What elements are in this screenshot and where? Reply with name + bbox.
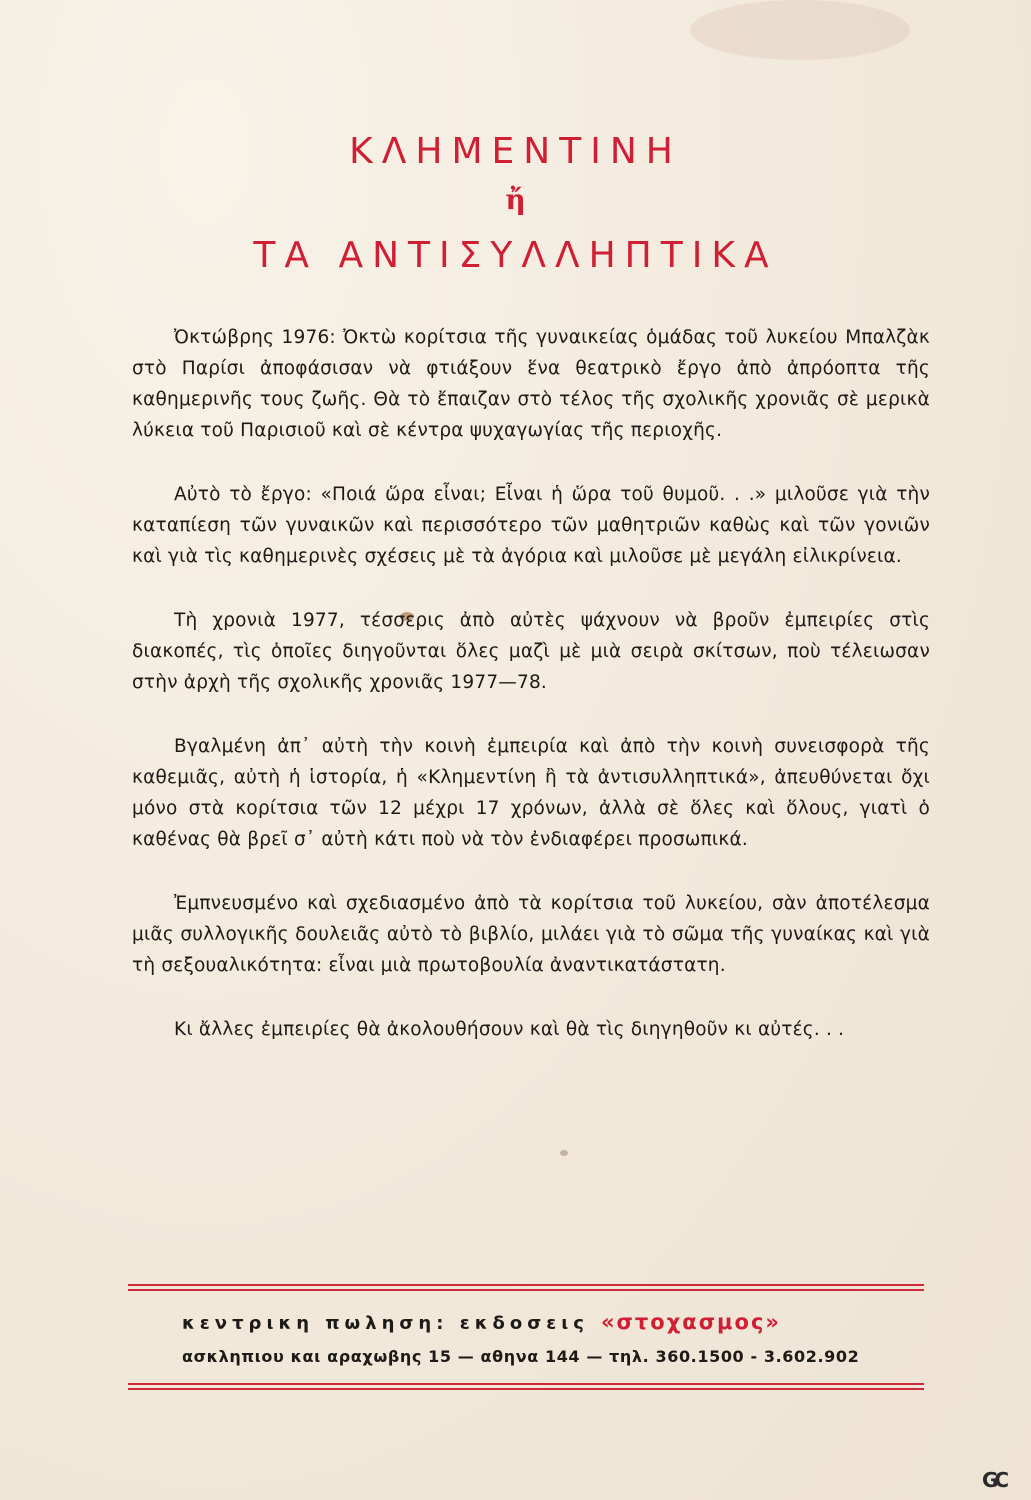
distribution-line xyxy=(182,1308,902,1338)
paragraph: Ἐμπνευσμένο καὶ σχεδιασμένο ἀπὸ τὰ κορίτσια τοῦ λυκείου, σὰν ἀποτέλεσμα μιᾶς συλλογικῆς δουλειᾶς αὐτὸ τὸ βιβλίο, μιλάει γιὰ τὸ σῶμα τῆς γυναίκας καὶ γιὰ τὴ σεξουαλικότητα: εἶναι μιὰ πρωτοβουλία ἀναντικατάστατη. xyxy=(132,893,930,976)
title-conjunction: ἤ xyxy=(505,183,526,216)
paragraph: Ὀκτώβρης 1976: Ὀκτὼ κορίτσια τῆς γυναικείας ὁμάδας τοῦ λυκείου Μπαλζὰκ στὸ Παρίσι ἀποφάσισαν νὰ φτιάξουν ἕνα θεατρικὸ ἔργο ἀπὸ ἀπρόοπτα τῆς καθημερινῆς τους ζωῆς. Θὰ τὸ ἔπαιζαν στὸ τέλος τῆς σχολικῆς χρονιᾶς σὲ μερικὰ λύκεια τοῦ Παρισιοῦ καὶ σὲ κέντρα ψυχαγωγίας τῆς περιοχῆς. xyxy=(132,327,930,441)
scanner-watermark: GC xyxy=(982,1468,1006,1492)
distribution-label: κεντρικη πωληση: εκδοσεις xyxy=(182,1313,589,1334)
paragraph: Κι ἄλλες ἐμπειρίες θὰ ἀκολουθήσουν καὶ θὰ τὶς διηγηθοῦν κι αὐτές. . . xyxy=(174,1019,845,1040)
paper-stain xyxy=(560,1150,568,1156)
paragraph: Βγαλμένη ἀπ᾽ αὐτὴ τὴν κοινὴ ἐμπειρία καὶ ἀπὸ τὴν κοινὴ συνεισφορὰ τῆς καθεμιᾶς, αὐτὴ ἡ ἱστορία, ἡ «Κλημεντίνη ἢ τὰ ἀντισυλληπτικά», ἀπευθύνεται ὄχι μόνο στὰ κορίτσια τῶν 12 μέχρι 17 χρόνων, ἀλλὰ σὲ ὅλες καὶ ὅλους, γιατὶ ὁ καθένας θὰ βρεῖ σ᾽ αὐτὴ κάτι ποὺ νὰ τὸν ἐνδιαφέρει προσωπικά. xyxy=(132,736,930,850)
footer-rule-bottom xyxy=(128,1383,924,1390)
title-line-2: ΤΑ ΑΝΤΙΣΥΛΛΗΠΤΙΚΑ xyxy=(253,235,778,276)
publisher-address: ασκληπιου και αραχωβης 15 — αθηνα 144 — τηλ. 360.1500 - 3.602.902 xyxy=(182,1347,860,1366)
paragraph: Τὴ χρονιὰ 1977, τέσσερις ἀπὸ αὐτὲς ψάχνουν νὰ βροῦν ἐμπειρίες στὶς διακοπές, τὶς ὁποῖες διηγοῦνται ὅλες μαζὶ μὲ μιὰ σειρὰ σκίτσων, ποὺ τέλειωσαν στὴν ἀρχὴ τῆς σχολικῆς χρονιᾶς 1977—78. xyxy=(132,610,930,693)
paragraph: Αὐτὸ τὸ ἔργο: «Ποιά ὥρα εἶναι; Εἶναι ἡ ὥρα τοῦ θυμοῦ. . .» μιλοῦσε γιὰ τὴν καταπίεση τῶν γυναικῶν καὶ περισσότερο τῶν μαθητριῶν καθὼς καὶ τῶν γονιῶν καὶ γιὰ τὶς καθημερινὲς σχέσεις μὲ τὰ ἀγόρια καὶ μιλοῦσε μὲ μεγάλη εἰλικρίνεια. xyxy=(132,484,930,567)
title-line-1: ΚΛΗΜΕΝΤΙΝΗ xyxy=(349,131,682,172)
blurb-text xyxy=(132,322,930,1078)
book-title xyxy=(0,130,1031,278)
publisher-name: «στοχασμος» xyxy=(600,1310,781,1334)
footer-rule-top xyxy=(128,1284,924,1291)
publisher-footer xyxy=(182,1308,902,1372)
paper-stain xyxy=(690,0,910,60)
